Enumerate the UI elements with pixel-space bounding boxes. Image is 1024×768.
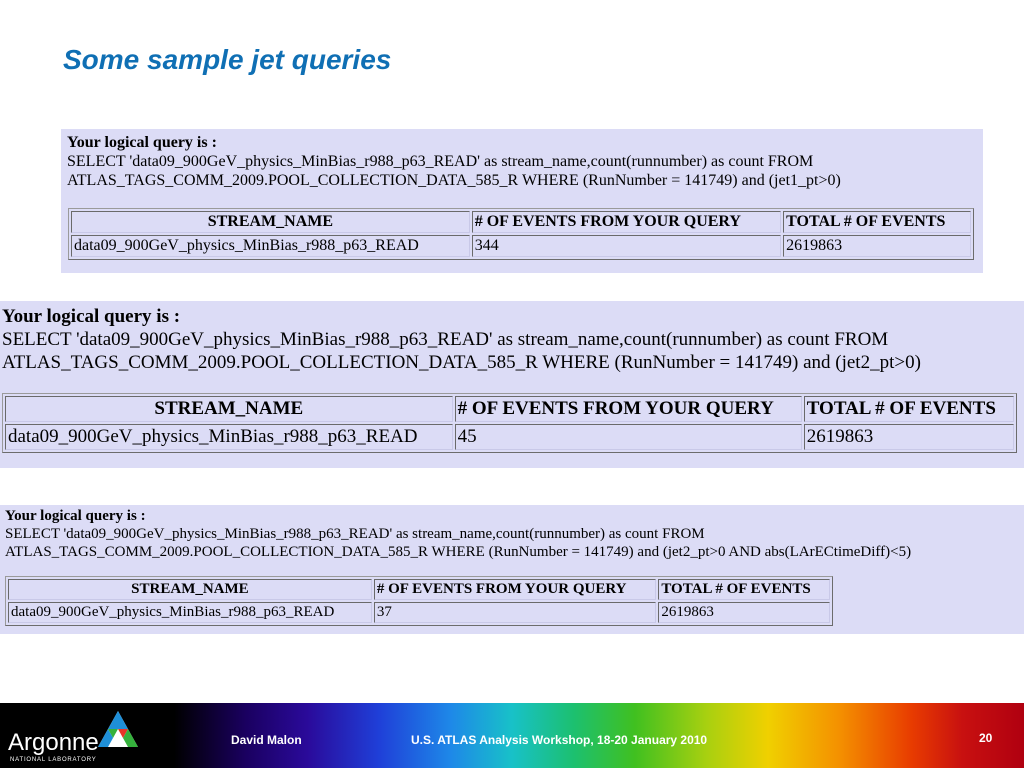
slide-title: Some sample jet queries [63, 44, 392, 75]
logo-name: Argonne [8, 729, 99, 756]
header-events-from-query: # OF EVENTS FROM YOUR QUERY [455, 396, 802, 422]
argonne-triangle-logo-icon [96, 709, 140, 753]
results-table [5, 576, 833, 626]
cell-total-events: 2619863 [804, 424, 1014, 450]
header-total-events: TOTAL # OF EVENTS [804, 396, 1014, 422]
footer-event: U.S. ATLAS Analysis Workshop, 18-20 January 2010 [411, 733, 708, 747]
header-stream-name: STREAM_NAME [8, 579, 372, 600]
query-panel-2 [0, 301, 1024, 468]
query-heading: Your logical query is : [67, 134, 217, 151]
query-sql-line-1: SELECT 'data09_900GeV_physics_MinBias_r988_p63_READ' as stream_name,count(runnumber) as count FROM [2, 329, 889, 350]
argonne-logo [8, 709, 138, 765]
query-heading: Your logical query is : [5, 508, 146, 524]
table-row [71, 235, 971, 257]
slide-footer [0, 703, 1024, 768]
cell-stream-name: data09_900GeV_physics_MinBias_r988_p63_READ [71, 235, 470, 257]
query-sql-line-1: SELECT 'data09_900GeV_physics_MinBias_r988_p63_READ' as stream_name,count(runnumber) as count FROM [5, 526, 705, 542]
header-stream-name: STREAM_NAME [71, 211, 470, 233]
query-sql-line-2: ATLAS_TAGS_COMM_2009.POOL_COLLECTION_DATA_585_R WHERE (RunNumber = 141749) and (jet1_pt>0) [67, 172, 841, 189]
footer-author: David Malon [231, 733, 302, 747]
header-total-events: TOTAL # OF EVENTS [658, 579, 830, 600]
query-panel-1 [61, 129, 983, 273]
results-table [2, 393, 1017, 453]
results-table [68, 208, 974, 260]
cell-stream-name: data09_900GeV_physics_MinBias_r988_p63_READ [5, 424, 453, 450]
cell-stream-name: data09_900GeV_physics_MinBias_r988_p63_READ [8, 602, 372, 623]
query-sql-line-1: SELECT 'data09_900GeV_physics_MinBias_r988_p63_READ' as stream_name,count(runnumber) as count FROM [67, 153, 814, 170]
cell-total-events: 2619863 [783, 235, 971, 257]
page-number: 20 [979, 731, 993, 745]
table-row [8, 602, 830, 623]
cell-events-from-query: 344 [472, 235, 781, 257]
query-sql-line-2: ATLAS_TAGS_COMM_2009.POOL_COLLECTION_DATA_585_R WHERE (RunNumber = 141749) and (jet2_pt>0 AND abs(LArECtimeDiff)<5) [5, 544, 912, 560]
cell-events-from-query: 37 [374, 602, 656, 623]
header-events-from-query: # OF EVENTS FROM YOUR QUERY [374, 579, 656, 600]
cell-total-events: 2619863 [658, 602, 830, 623]
table-row [5, 424, 1014, 450]
table-header-row [71, 211, 971, 233]
table-header-row [5, 396, 1014, 422]
query-heading: Your logical query is : [2, 306, 181, 327]
query-panel-3 [0, 505, 1024, 634]
header-stream-name: STREAM_NAME [5, 396, 453, 422]
header-events-from-query: # OF EVENTS FROM YOUR QUERY [472, 211, 781, 233]
query-sql-line-2: ATLAS_TAGS_COMM_2009.POOL_COLLECTION_DATA_585_R WHERE (RunNumber = 141749) and (jet2_pt>0) [2, 352, 921, 373]
header-total-events: TOTAL # OF EVENTS [783, 211, 971, 233]
table-header-row [8, 579, 830, 600]
logo-subtitle: NATIONAL LABORATORY [10, 757, 97, 763]
cell-events-from-query: 45 [455, 424, 802, 450]
